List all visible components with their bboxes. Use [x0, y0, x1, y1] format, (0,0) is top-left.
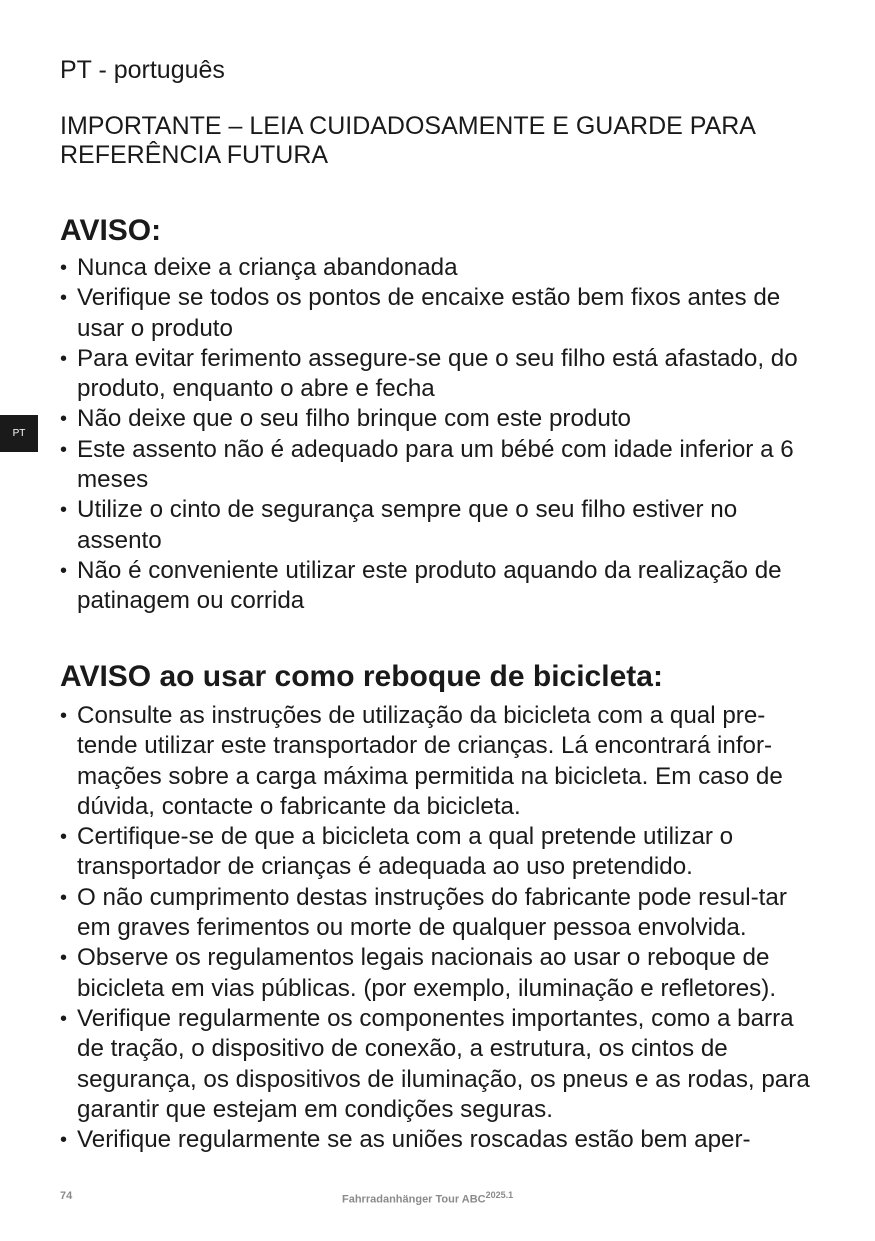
important-notice: IMPORTANTE – LEIA CUIDADOSAMENTE E GUARDE PARA REFERÊNCIA FUTURA — [60, 112, 755, 169]
page-number: 74 — [60, 1190, 73, 1202]
warning-heading: AVISO: — [60, 214, 162, 247]
bicycle-warning-item: • Verifique regularmente os componentes importantes, como a barra de tração, o dispositivo de conexão, a estrutura, os cintos de segurança, os dispositivos de iluminação, os pneus e as rodas, para garantir que estejam em condições seguras. — [60, 1004, 820, 1125]
warning-item: • Este assento não é adequado para um bébé com idade inferior a 6 meses — [60, 435, 820, 496]
bicycle-warning-list — [60, 701, 820, 1155]
bicycle-warning-heading: AVISO ao usar como reboque de bicicleta: — [60, 660, 663, 693]
bicycle-warning-item: • Certifique-se de que a bicicleta com a qual pretende utilizar o transportador de crianças é adequada ao uso pretendido. — [60, 822, 820, 883]
bicycle-warning-item: • Consulte as instruções de utilização da bicicleta com a qual pre-tende utilizar este transportador de crianças. Lá encontrará infor-mações sobre a carga máxima permitida na bicicleta. Em caso de dúvida, contacte o fabricante da bicicleta. — [60, 701, 820, 822]
warning-item: • Para evitar ferimento assegure-se que o seu filho está afastado, do produto, enquanto o abre e fecha — [60, 344, 820, 405]
warning-item: • Não é conveniente utilizar este produto aquando da realização de patinagem ou corrida — [60, 556, 820, 617]
warning-item: • Não deixe que o seu filho brinque com este produto — [60, 404, 820, 434]
bicycle-warning-item: • Verifique regularmente se as uniões roscadas estão bem aper- — [60, 1125, 820, 1155]
warning-item: • Verifique se todos os pontos de encaixe estão bem fixos antes de usar o produto — [60, 283, 820, 344]
language-side-tab: PT — [0, 415, 38, 452]
bicycle-warning-item: • O não cumprimento destas instruções do fabricante pode resul-tar em graves ferimentos ou morte de qualquer pessoa envolvida. — [60, 883, 820, 944]
warning-item: • Nunca deixe a criança abandonada — [60, 253, 820, 283]
language-header: PT - português — [60, 56, 225, 84]
warning-list — [60, 253, 820, 617]
warning-item: • Utilize o cinto de segurança sempre que o seu filho estiver no assento — [60, 495, 820, 556]
footer-document-title — [342, 1190, 513, 1206]
footer-title-text: Fahrradanhänger Tour ABC — [342, 1193, 486, 1206]
footer-version: 2025.1 — [485, 1190, 514, 1200]
bicycle-warning-item: • Observe os regulamentos legais nacionais ao usar o reboque de bicicleta em vias públicas. (por exemplo, iluminação e refletores). — [60, 943, 820, 1004]
